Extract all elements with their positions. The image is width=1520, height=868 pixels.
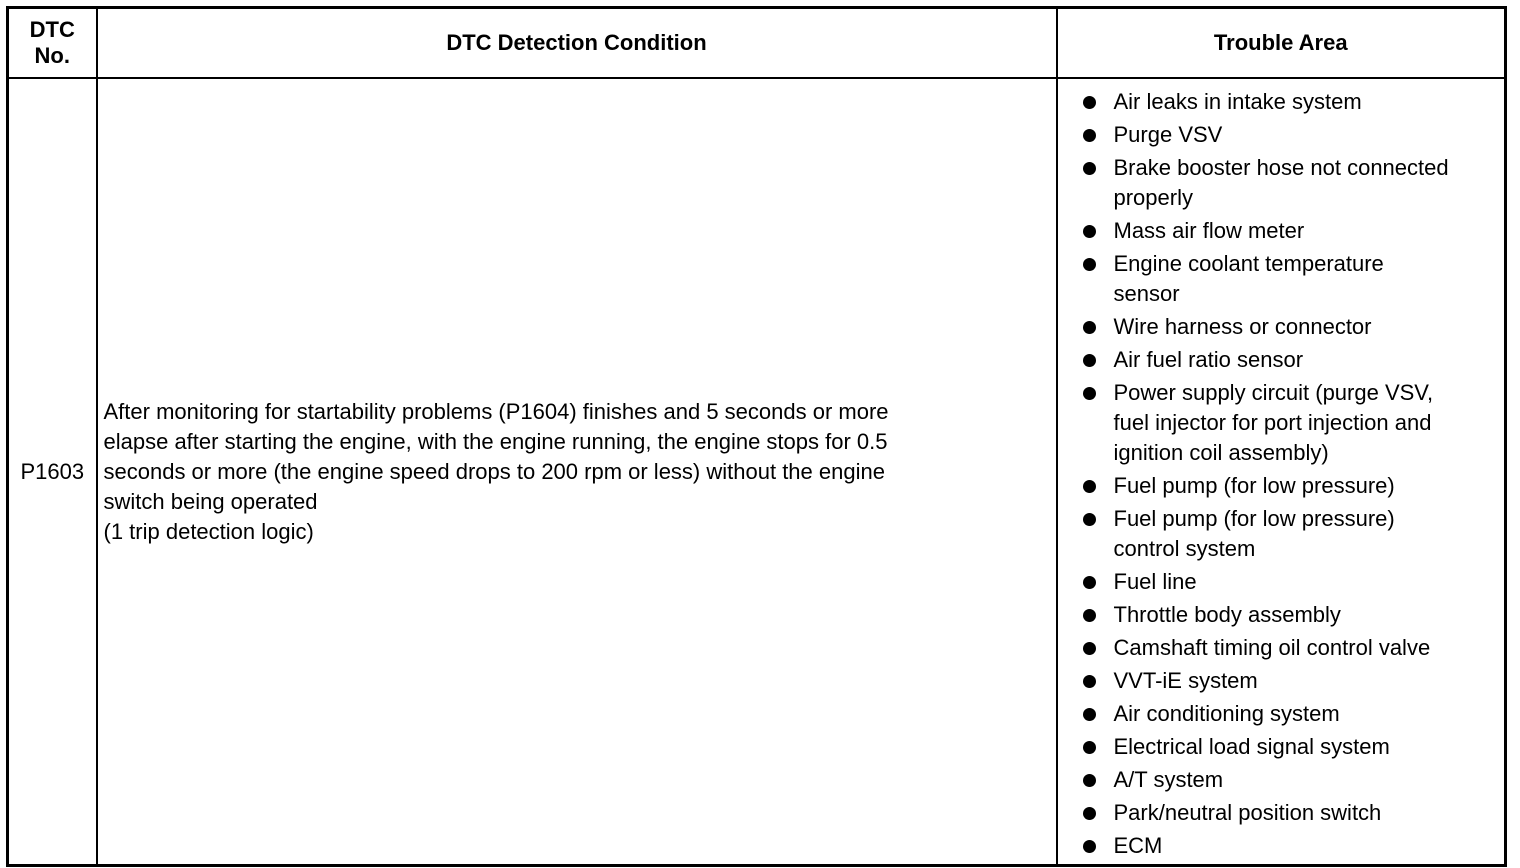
trouble-area-line: A/T system xyxy=(1113,767,1224,792)
list-item xyxy=(1082,120,1497,150)
trouble-area-line: Wire harness or connector xyxy=(1113,314,1372,339)
trouble-area-text xyxy=(1114,666,1258,696)
list-item xyxy=(1082,732,1497,762)
list-item xyxy=(1082,600,1497,630)
bullet-icon xyxy=(1082,699,1114,729)
list-item xyxy=(1082,87,1497,117)
header-detection-condition: DTC Detection Condition xyxy=(97,8,1057,79)
trouble-area-cell xyxy=(1057,78,1506,866)
bullet-icon xyxy=(1082,87,1114,117)
trouble-area-text xyxy=(1114,471,1395,501)
trouble-area-line: ignition coil assembly) xyxy=(1113,440,1329,465)
table-row xyxy=(8,78,1506,866)
trouble-area-line: Brake booster hose not connected xyxy=(1113,155,1449,180)
bullet-icon xyxy=(1082,831,1114,861)
list-item xyxy=(1082,345,1497,375)
dtc-code-cell: P1603 xyxy=(8,78,97,866)
trouble-area-line: fuel injector for port injection and xyxy=(1113,410,1432,435)
trouble-area-line: properly xyxy=(1113,185,1193,210)
list-item xyxy=(1082,831,1497,861)
condition-line: switch being operated xyxy=(103,488,318,514)
dtc-table xyxy=(6,6,1507,867)
trouble-area-text xyxy=(1114,153,1449,213)
trouble-area-text xyxy=(1114,633,1431,663)
bullet-icon xyxy=(1082,312,1114,342)
trouble-area-text xyxy=(1114,216,1305,246)
trouble-area-line: Air leaks in intake system xyxy=(1113,89,1362,114)
detection-condition-cell xyxy=(97,78,1057,866)
trouble-area-text xyxy=(1114,504,1395,564)
trouble-area-text xyxy=(1114,732,1390,762)
condition-line: elapse after starting the engine, with the engine running, the engine stops for 0.5 xyxy=(103,428,888,454)
header-trouble-area: Trouble Area xyxy=(1057,8,1506,79)
header-row xyxy=(8,8,1506,79)
trouble-area-line: Fuel line xyxy=(1113,569,1197,594)
condition-line: seconds or more (the engine speed drops to 200 rpm or less) without the engine xyxy=(103,458,885,484)
trouble-area-text xyxy=(1114,120,1223,150)
trouble-area-line: Air fuel ratio sensor xyxy=(1113,347,1304,372)
list-item xyxy=(1082,153,1497,213)
trouble-area-list xyxy=(1082,87,1497,861)
trouble-area-text xyxy=(1114,699,1340,729)
bullet-icon xyxy=(1082,633,1114,663)
list-item xyxy=(1082,798,1497,828)
list-item xyxy=(1082,567,1497,597)
bullet-icon xyxy=(1082,765,1114,795)
trouble-area-line: Power supply circuit (purge VSV, xyxy=(1113,380,1434,405)
bullet-icon xyxy=(1082,666,1114,696)
trouble-area-line: Electrical load signal system xyxy=(1113,734,1390,759)
bullet-icon xyxy=(1082,345,1114,375)
list-item xyxy=(1082,378,1497,468)
bullet-icon xyxy=(1082,504,1114,534)
trouble-area-line: Park/neutral position switch xyxy=(1113,800,1382,825)
trouble-area-line: Purge VSV xyxy=(1113,122,1223,147)
trouble-area-line: Throttle body assembly xyxy=(1113,602,1341,627)
list-item xyxy=(1082,249,1497,309)
list-item xyxy=(1082,312,1497,342)
condition-line: (1 trip detection logic) xyxy=(103,518,314,544)
trouble-area-text xyxy=(1114,345,1304,375)
trouble-area-text xyxy=(1114,567,1197,597)
bullet-icon xyxy=(1082,153,1114,183)
trouble-area-line: Fuel pump (for low pressure) xyxy=(1113,506,1395,531)
bullet-icon xyxy=(1082,120,1114,150)
bullet-icon xyxy=(1082,798,1114,828)
trouble-area-text xyxy=(1114,798,1382,828)
trouble-area-line: Mass air flow meter xyxy=(1113,218,1305,243)
bullet-icon xyxy=(1082,378,1114,408)
condition-line: After monitoring for startability problems (P1604) finishes and 5 seconds or more xyxy=(103,398,889,424)
trouble-area-line: VVT-iE system xyxy=(1113,668,1258,693)
trouble-area-text xyxy=(1114,831,1163,861)
list-item xyxy=(1082,666,1497,696)
header-dtc-no xyxy=(8,8,97,79)
trouble-area-text xyxy=(1114,378,1434,468)
list-item xyxy=(1082,765,1497,795)
trouble-area-line: Fuel pump (for low pressure) xyxy=(1113,473,1395,498)
trouble-area-line: control system xyxy=(1113,536,1256,561)
trouble-area-line: sensor xyxy=(1113,281,1180,306)
bullet-icon xyxy=(1082,600,1114,630)
bullet-icon xyxy=(1082,216,1114,246)
trouble-area-line: Engine coolant temperature xyxy=(1113,251,1384,276)
trouble-area-text xyxy=(1114,249,1384,309)
trouble-area-line: Camshaft timing oil control valve xyxy=(1113,635,1431,660)
bullet-icon xyxy=(1082,732,1114,762)
bullet-icon xyxy=(1082,249,1114,279)
trouble-area-line: Air conditioning system xyxy=(1113,701,1340,726)
header-dtc-no-line1: DTC xyxy=(29,17,75,42)
bullet-icon xyxy=(1082,567,1114,597)
list-item xyxy=(1082,471,1497,501)
list-item xyxy=(1082,699,1497,729)
trouble-area-line: ECM xyxy=(1113,833,1163,858)
trouble-area-text xyxy=(1114,600,1341,630)
trouble-area-text xyxy=(1114,765,1224,795)
trouble-area-text xyxy=(1114,87,1362,117)
list-item xyxy=(1082,504,1497,564)
trouble-area-text xyxy=(1114,312,1372,342)
header-dtc-no-line2: No. xyxy=(34,43,70,68)
list-item xyxy=(1082,633,1497,663)
list-item xyxy=(1082,216,1497,246)
bullet-icon xyxy=(1082,471,1114,501)
